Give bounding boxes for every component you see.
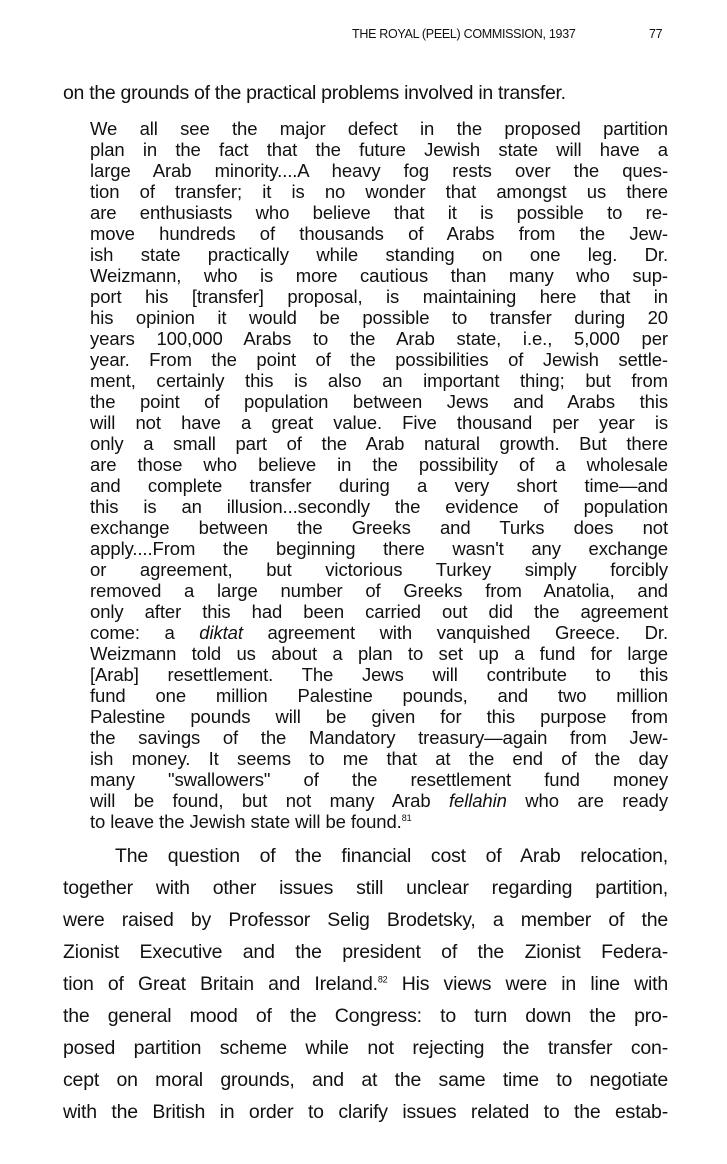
paragraph-line: the general mood of the Congress: to turn down the pro-: [63, 1005, 668, 1027]
quote-line: only after this had been carried out did the agreement: [90, 601, 668, 622]
quote-line: the savings of the Mandatory treasury—again from Jew-: [90, 727, 668, 748]
quote-line: are enthusiasts who believe that it is possible to re-: [90, 202, 668, 223]
quote-line: are those who believe in the possibility of a wholesale: [90, 454, 668, 475]
quote-line: apply....From the beginning there wasn't any exchange: [90, 538, 668, 559]
quote-line: Weizmann told us about a plan to set up a fund for large: [90, 643, 668, 664]
text-fragment: come: a: [90, 622, 200, 643]
footnote-ref: 82: [377, 974, 388, 985]
text-fragment: His views were in line with: [387, 973, 669, 995]
paragraph-line: Zionist Executive and the president of the Zionist Federa-: [63, 941, 668, 963]
text-fragment: agreement with vanquished Greece. Dr.: [242, 622, 668, 643]
quote-line: this is an illusion...secondly the evidence of population: [90, 496, 668, 517]
paragraph-line: together with other issues still unclear regarding partition,: [63, 877, 668, 899]
quote-line: [Arab] resettlement. The Jews will contribute to this: [90, 664, 668, 685]
paragraph-line: cept on moral grounds, and at the same time to negotiate: [63, 1069, 668, 1091]
quote-line: or agreement, but victorious Turkey simply forcibly: [90, 559, 668, 580]
text-fragment: to leave the Jewish state will be found.: [90, 811, 402, 832]
quote-line: plan in the fact that the future Jewish state will have a: [90, 139, 668, 160]
quote-line: ish state practically while standing on one leg. Dr.: [90, 244, 668, 265]
paragraph-line: with the British in order to clarify issues related to the estab-: [63, 1101, 668, 1123]
lead-line: on the grounds of the practical problems involved in transfer.: [63, 82, 566, 104]
quote-line: years 100,000 Arabs to the Arab state, i.e., 5,000 per: [90, 328, 668, 349]
quote-line: port his [transfer] proposal, is maintaining here that in: [90, 286, 668, 307]
quote-line: and complete transfer during a very short time—and: [90, 475, 668, 496]
quote-line: large Arab minority....A heavy fog rests over the ques-: [90, 160, 668, 181]
quote-line: Palestine pounds will be given for this purpose from: [90, 706, 668, 727]
quote-line: move hundreds of thousands of Arabs from the Jew-: [90, 223, 668, 244]
quote-line: will not have a great value. Five thousand per year is: [90, 412, 668, 433]
quote-line: his opinion it would be possible to transfer during 20: [90, 307, 668, 328]
quote-line: exchange between the Greeks and Turks does not: [90, 517, 668, 538]
paragraph-line: posed partition scheme while not rejecting the transfer con-: [63, 1037, 668, 1059]
quote-last-line: [90, 811, 412, 833]
quote-line-diktat: [90, 622, 668, 644]
footnote-ref: 81: [401, 812, 412, 823]
italic-term: fellahin: [448, 790, 507, 811]
text-fragment: who are ready: [506, 790, 668, 811]
text-fragment: tion of Great Britain and Ireland.: [63, 973, 378, 995]
text-fragment: will be found, but not many Arab: [90, 790, 449, 811]
page-number: 77: [649, 27, 663, 41]
quote-line: We all see the major defect in the proposed partition: [90, 118, 668, 139]
quote-line-fellahin: [90, 790, 668, 812]
quote-line: removed a large number of Greeks from Anatolia, and: [90, 580, 668, 601]
quote-line: Weizmann, who is more cautious than many who sup-: [90, 265, 668, 286]
quote-line: many "swallowers" of the resettlement fund money: [90, 769, 668, 790]
quote-line: ish money. It seems to me that at the end of the day: [90, 748, 668, 769]
quote-line: ment, certainly this is also an important thing; but from: [90, 370, 668, 391]
quote-line: only a small part of the Arab natural growth. But there: [90, 433, 668, 454]
quote-line: fund one million Palestine pounds, and two million: [90, 685, 668, 706]
paragraph-line: were raised by Professor Selig Brodetsky, a member of the: [63, 909, 668, 931]
quote-line: the point of population between Jews and Arabs this: [90, 391, 668, 412]
running-head: [352, 27, 663, 41]
italic-term: diktat: [199, 622, 243, 643]
quote-line: tion of transfer; it is no wonder that amongst us there: [90, 181, 668, 202]
running-head-title: THE ROYAL (PEEL) COMMISSION, 1937: [352, 27, 576, 41]
quote-line: year. From the point of the possibilities of Jewish settle-: [90, 349, 668, 370]
paragraph-line: The question of the financial cost of Arab relocation,: [115, 845, 668, 867]
paragraph-line-note: [63, 973, 668, 996]
